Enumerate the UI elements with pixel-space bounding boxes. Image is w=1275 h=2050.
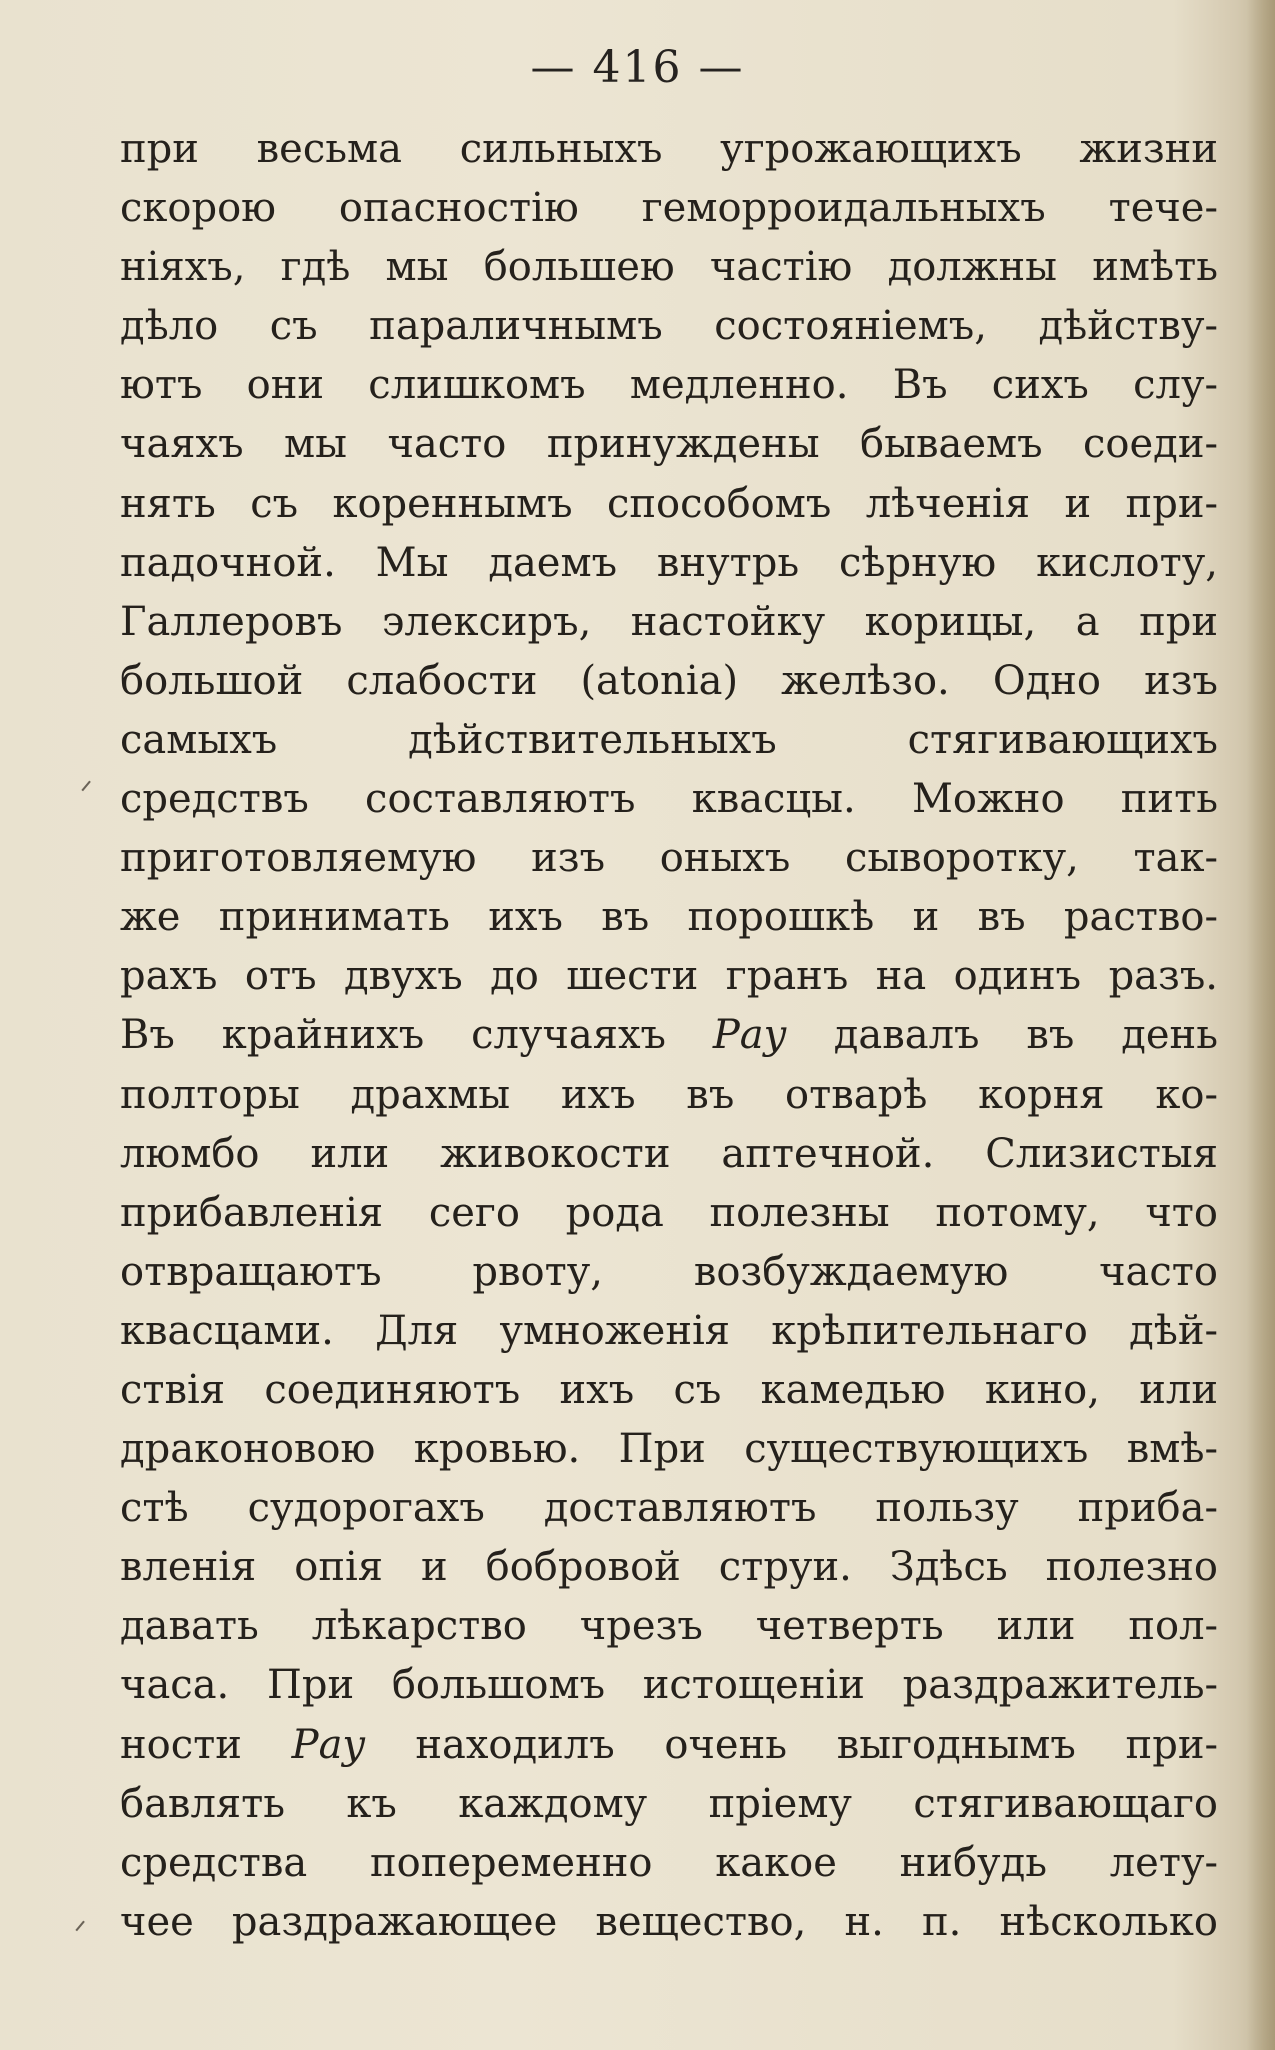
- text-line: ютъ они слишкомъ медленно. Въ сихъ слу-: [120, 362, 1218, 409]
- italic-name: Рау: [712, 1012, 787, 1059]
- margin-mark: ᐟ: [80, 775, 93, 810]
- margin-mark: ᐟ: [74, 1915, 87, 1950]
- text-line: падочной. Мы даемъ внутрь сѣрную кислоту,: [120, 539, 1218, 586]
- text-line: средства попеременно какое нибудь лету-: [120, 1839, 1218, 1886]
- text-line: ности Рау находилъ очень выгоднымъ при-: [120, 1721, 1218, 1768]
- text-line: отвращаютъ рвоту, возбуждаемую часто: [120, 1248, 1218, 1295]
- text-line: квасцами. Для умноженія крѣпительнаго дѣй-: [120, 1307, 1218, 1354]
- text-line: при весьма сильныхъ угрожающихъ жизни: [120, 126, 1218, 172]
- text-line: ствія соединяютъ ихъ съ камедью кино, или: [120, 1366, 1218, 1413]
- page-edge-shadow: [1247, 0, 1275, 2050]
- text-line: бавлять къ каждому пріему стягивающаго: [120, 1780, 1218, 1827]
- text-line: скорою опасностію геморроидальныхъ тече-: [120, 185, 1218, 232]
- text-line: люмбо или живокости аптечной. Слизистыя: [120, 1130, 1218, 1177]
- text-line: полторы драхмы ихъ въ отварѣ корня ко-: [120, 1071, 1218, 1118]
- page-number: — 416 —: [530, 42, 745, 93]
- text-line: большой слабости (atonia) желѣзо. Одно изъ: [120, 657, 1218, 704]
- text-line: прибавленія сего рода полезны потому, что: [120, 1189, 1218, 1236]
- text-line: чаяхъ мы часто принуждены бываемъ соеди-: [120, 421, 1218, 468]
- text-line: средствъ составляютъ квасцы. Можно пить: [120, 776, 1218, 823]
- text-line: же принимать ихъ въ порошкѣ и въ раство-: [120, 894, 1218, 941]
- text-line: стѣ судорогахъ доставляютъ пользу приба-: [120, 1485, 1218, 1532]
- text-line: вленія опія и бобровой струи. Здѣсь полезно: [120, 1544, 1218, 1591]
- text-line: самыхъ дѣйствительныхъ стягивающихъ: [120, 716, 1218, 763]
- text-line: драконовою кровью. При существующихъ вмѣ-: [120, 1426, 1218, 1473]
- italic-name: Рау: [291, 1721, 366, 1768]
- text-line: дѣло съ параличнымъ состояніемъ, дѣйству-: [120, 303, 1218, 350]
- text-line: нять съ кореннымъ способомъ лѣченія и при-: [120, 480, 1218, 527]
- text-line: рахъ отъ двухъ до шести гранъ на одинъ разъ.: [120, 953, 1218, 1000]
- body-text: [120, 120, 1218, 1952]
- text-line: приготовляемую изъ оныхъ сыворотку, так-: [120, 835, 1218, 882]
- text-line: часа. При большомъ истощеніи раздражитель-: [120, 1662, 1218, 1709]
- text-line: давать лѣкарство чрезъ четверть или пол-: [120, 1603, 1218, 1650]
- text-line: ніяхъ, гдѣ мы большею частію должны имѣть: [120, 244, 1218, 291]
- text-line: Въ крайнихъ случаяхъ Рау давалъ въ день: [120, 1012, 1218, 1059]
- text-line: чее раздражающее вещество, н. п. нѣсколько: [120, 1898, 1218, 1945]
- text-line: Галлеровъ элексиръ, настойку корицы, а при: [120, 598, 1218, 645]
